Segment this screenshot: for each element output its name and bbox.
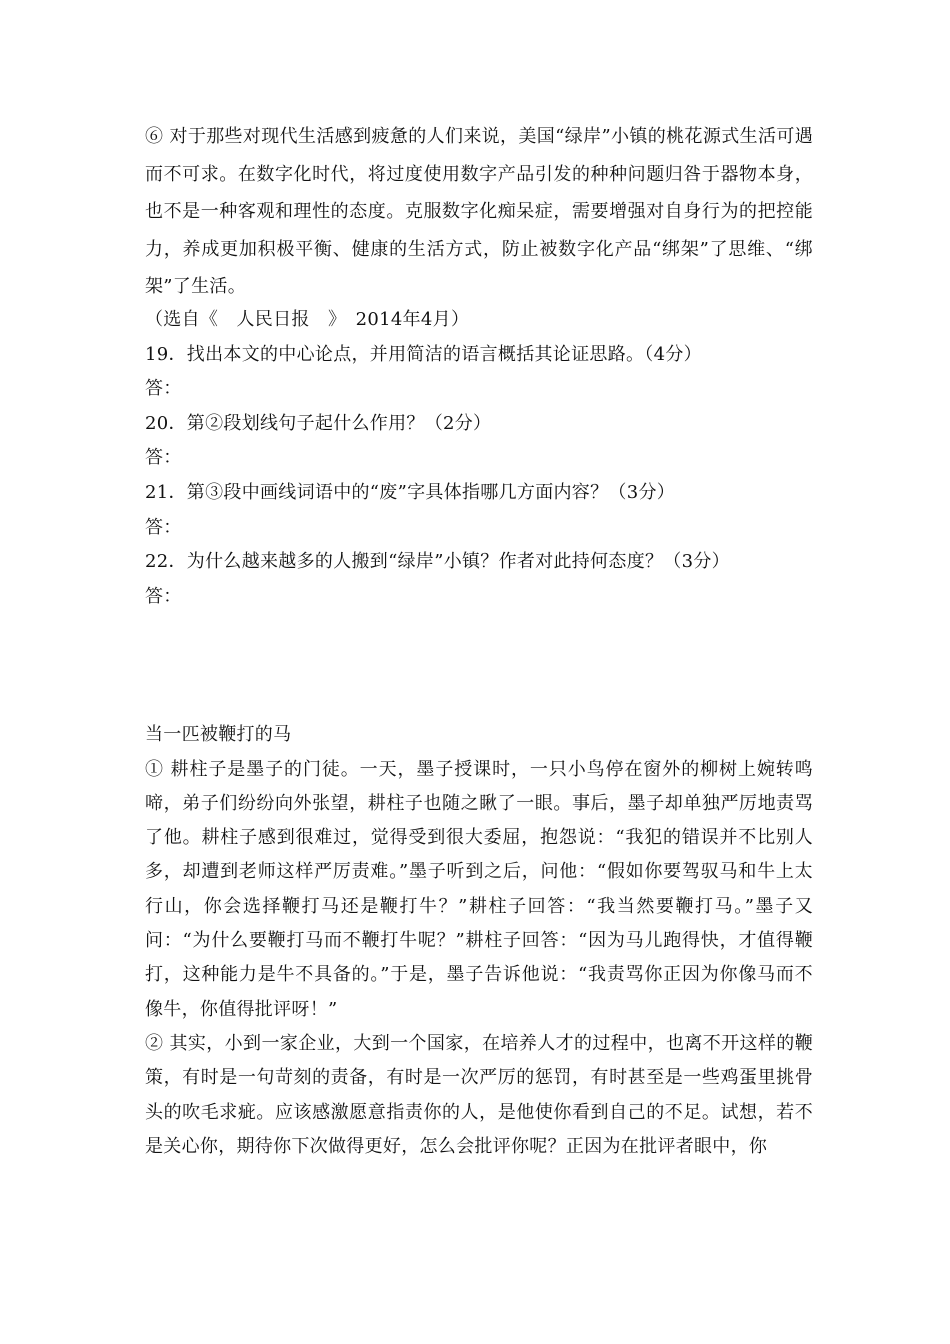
- passage2-section: [145, 718, 813, 1164]
- passage1-section: [145, 118, 813, 306]
- question-20: 20．第②段划线句子起什么作用？（2分）: [145, 412, 492, 434]
- question-21: 21．第③段中画线词语中的“废”字具体指哪几方面内容？（3分）: [145, 481, 676, 503]
- passage-title: 当一匹被鞭打的马: [145, 724, 292, 745]
- question-19: 19．找出本文的中心论点，并用简洁的语言概括其论证思路。（4分）: [145, 343, 702, 365]
- source-citation: （选自《 人民日报 》 2014年4月）: [145, 309, 470, 330]
- paragraph-2: ② 其实，小到一家企业，大到一个国家，在培养人才的过程中，也离不开这样的鞭策，有时是一句苛刻的责备，有时是一次严厉的惩罚，有时甚至是一些鸡蛋里挑骨头的吹毛求疵。应该感激愿意指责你的人，是他使你看到自己的不足。试想，若不是关心你，期待你下次做得更好，怎么会批评你呢？正因为在批评者眼中，你: [145, 1032, 813, 1157]
- answer-22: 答：: [145, 585, 182, 607]
- paragraph-6: ⑥ 对于那些对现代生活感到疲惫的人们来说，美国“绿岸”小镇的桃花源式生活可遇而不可求。在数字化时代，将过度使用数字产品引发的种种问题归咎于器物本身，也不是一种客观和理性的态度。克服数字化痴呆症，需要增强对自身行为的把控能力，养成更加积极平衡、健康的生活方式，防止被数字化产品“绑架”了思维、“绑架”了生活。: [145, 126, 813, 297]
- answer-21: 答：: [145, 516, 182, 538]
- paragraph-1: ① 耕柱子是墨子的门徒。一天，墨子授课时，一只小鸟停在窗外的柳树上婉转鸣啼，弟子们纷纷向外张望，耕柱子也随之瞅了一眼。事后，墨子却单独严厉地责骂了他。耕柱子感到很难过，觉得受到很大委屈，抱怨说：“我犯的错误并不比别人多，却遭到老师这样严厉责难。”墨子听到之后，问他：“假如你要驾驭马和牛上太行山，你会选择鞭打马还是鞭打牛？”耕柱子回答：“我当然要鞭打马。”墨子又问：“为什么要鞭打马而不鞭打牛呢？”耕柱子回答：“因为马儿跑得快，才值得鞭打，这种能力是牛不具备的。”于是，墨子告诉他说：“我责骂你正因为你像马而不像牛，你值得批评呀！”: [145, 758, 813, 1020]
- question-22: 22．为什么越来越多的人搬到“绿岸”小镇？作者对此持何态度？（3分）: [145, 551, 730, 573]
- questions-section: [145, 303, 813, 614]
- answer-19: 答：: [145, 378, 182, 400]
- answer-20: 答：: [145, 447, 182, 469]
